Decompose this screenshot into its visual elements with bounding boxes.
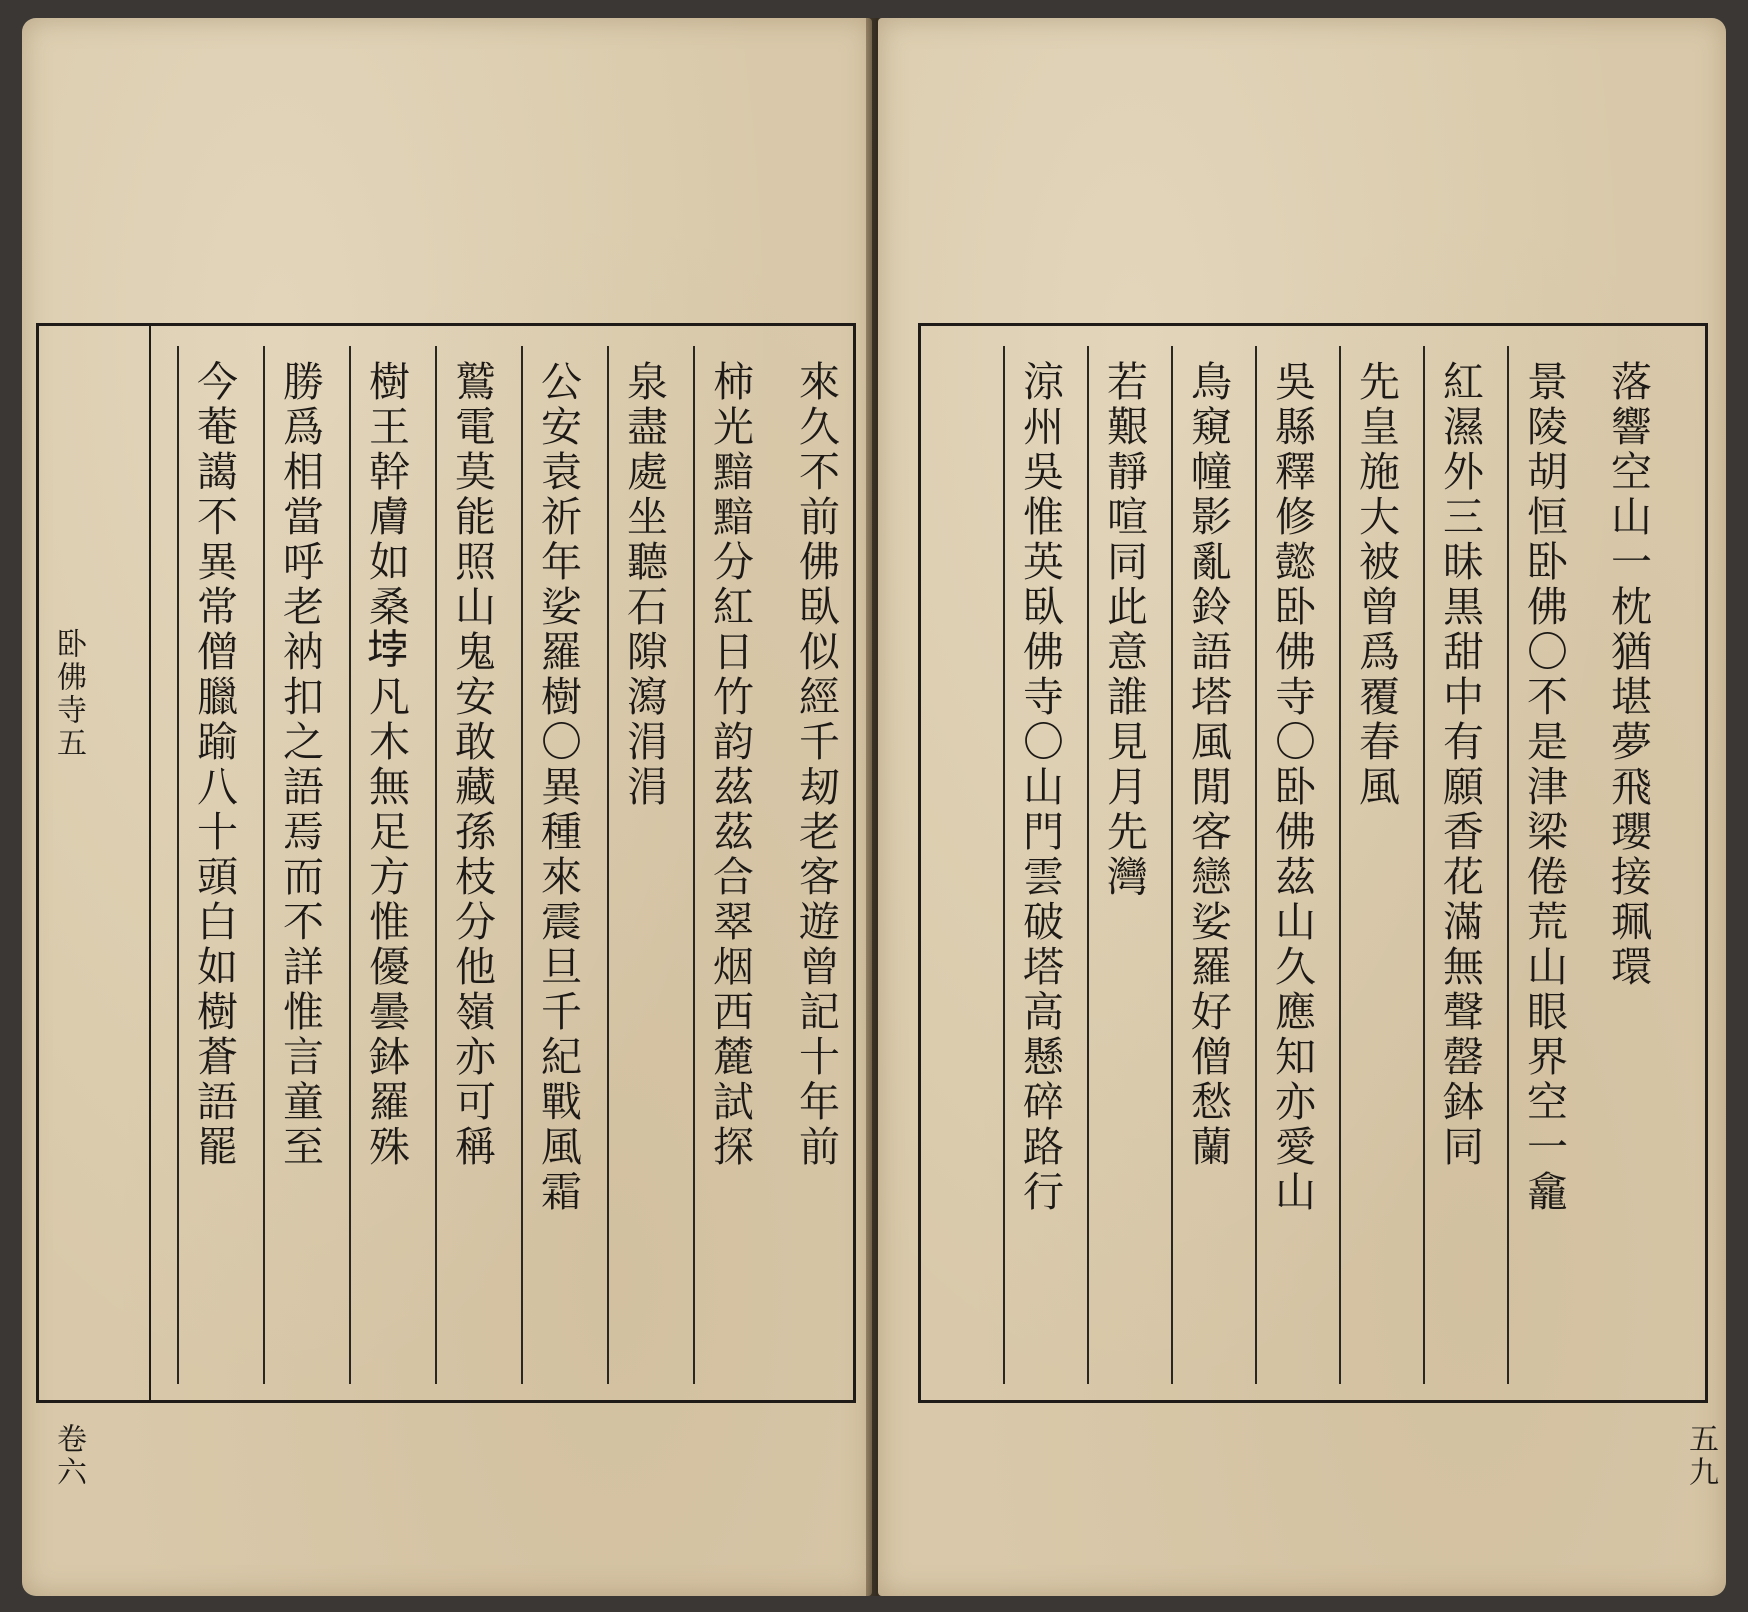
text-column: 鳥窺幢影亂鈴語塔風閒客戀娑羅好僧愁蘭 bbox=[1171, 346, 1245, 1384]
text-column: 先皇施大被曾爲覆春風 bbox=[1339, 346, 1413, 1384]
text-column: 樹王幹膚如桑𡋯凡木無足方惟優曇鉢羅殊 bbox=[349, 346, 423, 1384]
center-fold-rule bbox=[149, 326, 151, 1400]
text-column: 落響空山一枕猶堪夢飛瓔接珮環 bbox=[1604, 360, 1652, 990]
left-page bbox=[22, 18, 872, 1596]
text-column: 紅濕外三昧黒甜中有願香花滿無聲罄鉢同 bbox=[1423, 346, 1497, 1384]
text-column: 來久不前佛臥似經千刼老客遊曾記十年前 bbox=[792, 360, 840, 1170]
text-column: 勝爲相當呼老衲扣之語焉而不詳惟言童至 bbox=[263, 346, 337, 1384]
text-column: 今菴譪不異常僧臘踰八十頭白如樹蒼語罷 bbox=[177, 346, 251, 1384]
text-column: 景陵胡恒卧佛〇不是津梁倦荒山眼界空一龕 bbox=[1507, 346, 1581, 1384]
right-page bbox=[878, 18, 1726, 1596]
text-column: 柿光黯黯分紅日竹韵茲茲合翠烟西麓試探 bbox=[693, 346, 767, 1384]
margin-page-number: 五九 bbox=[1683, 1423, 1718, 1489]
text-column: 公安袁祈年娑羅樹〇異種來震旦千紀戰風霜 bbox=[521, 346, 595, 1384]
text-column: 吳縣釋修懿卧佛寺〇卧佛茲山久應知亦愛山 bbox=[1255, 346, 1329, 1384]
text-column: 若艱靜喧同此意誰見月先灣 bbox=[1087, 346, 1161, 1384]
right-text-frame bbox=[918, 323, 1708, 1403]
text-column: 鷲電莫能照山鬼安敢藏孫枝分他嶺亦可稱 bbox=[435, 346, 509, 1384]
margin-volume: 卷六 bbox=[51, 1423, 86, 1489]
text-column: 涼州吳惟英臥佛寺〇山門雲破塔高懸碎路行 bbox=[1003, 346, 1077, 1384]
left-text-frame bbox=[36, 323, 856, 1403]
text-column: 泉盡處坐聽石隙瀉涓涓 bbox=[607, 346, 681, 1384]
margin-title: 卧佛寺五 bbox=[51, 628, 86, 760]
